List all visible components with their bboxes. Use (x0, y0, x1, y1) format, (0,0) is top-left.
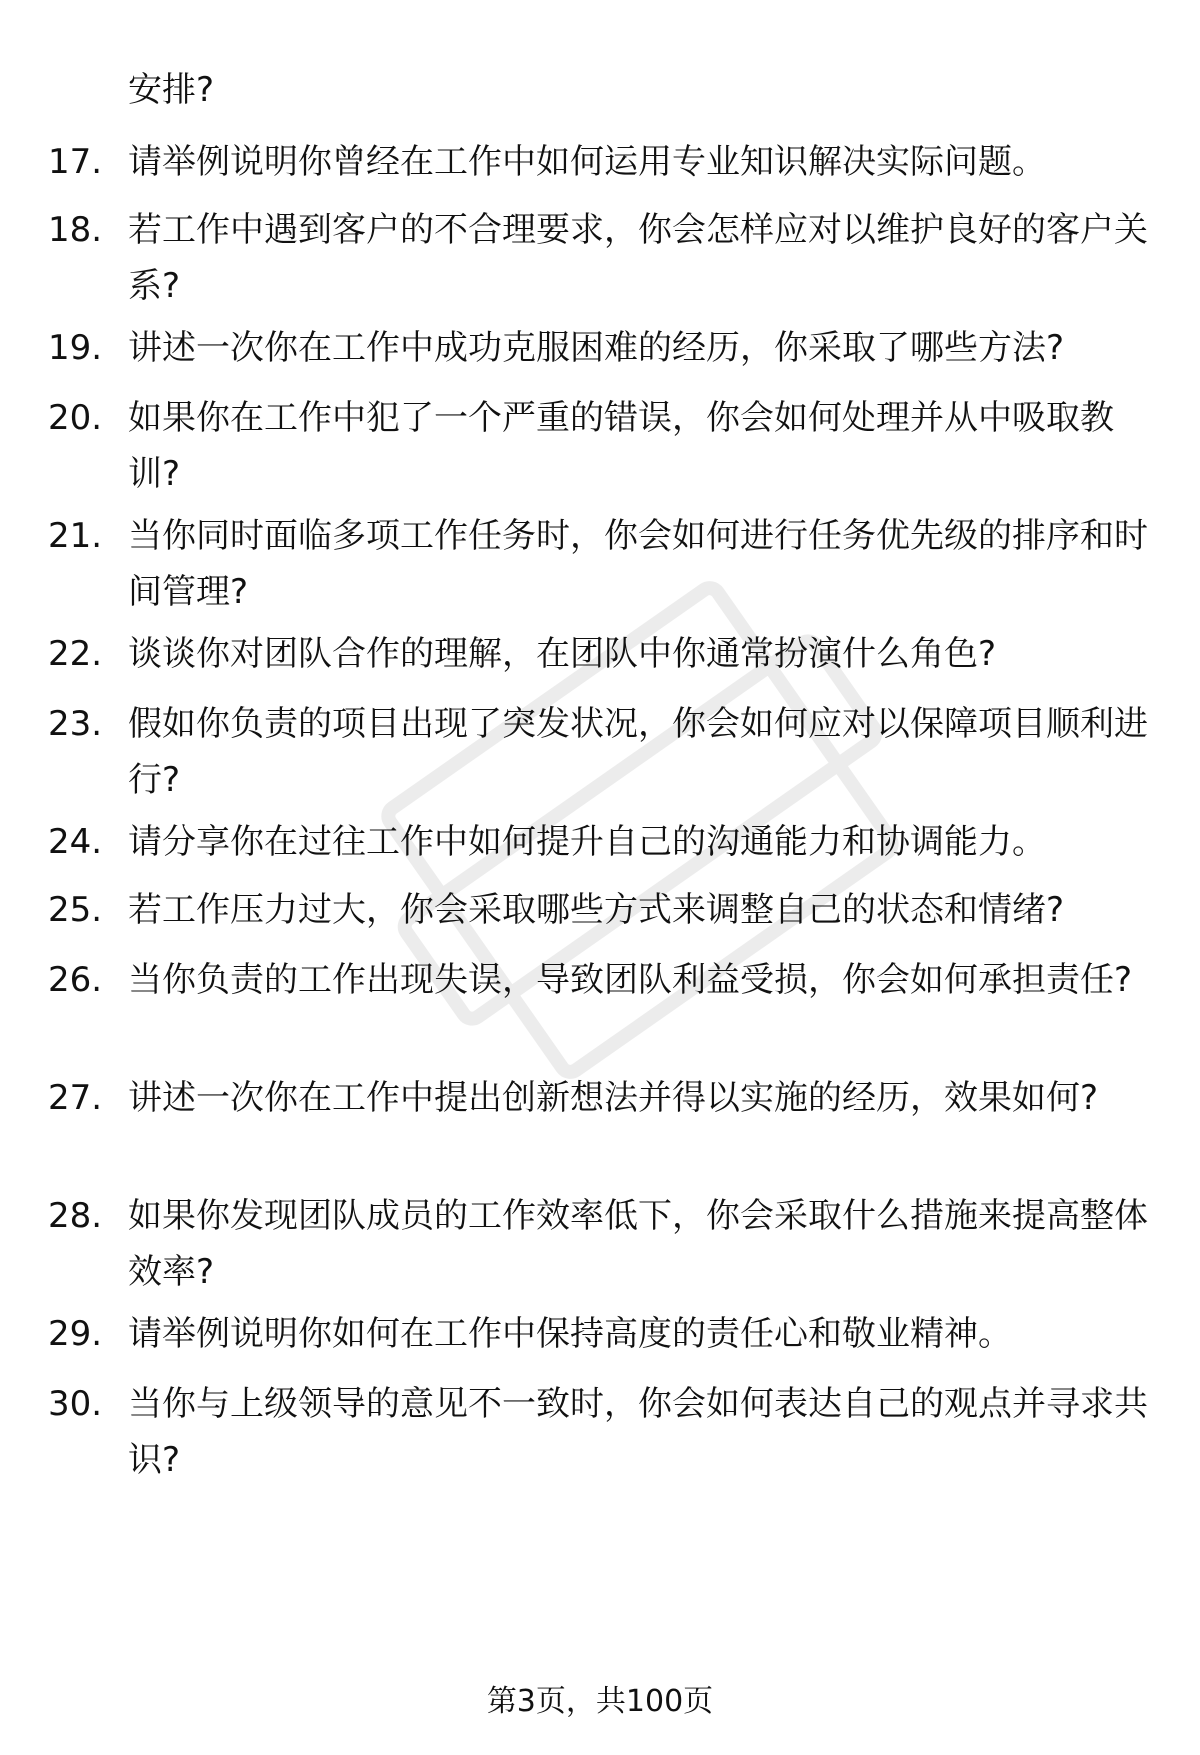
question-number: 29. (48, 1314, 103, 1354)
question-text: 当你负责的工作出现失误，导致团队利益受损，你会如何承担责任? (128, 960, 1133, 1000)
question-number: 18. (48, 210, 103, 250)
question-number: 17. (48, 142, 103, 182)
question-number: 21. (48, 516, 103, 556)
question-text: 请分享你在过往工作中如何提升自己的沟通能力和协调能力。 (128, 822, 1046, 862)
question-number: 28. (48, 1196, 103, 1236)
question-text: 谈谈你对团队合作的理解，在团队中你通常扮演什么角色? (128, 634, 997, 674)
question-number: 26. (48, 960, 103, 1000)
question-number: 24. (48, 822, 103, 862)
question-number: 19. (48, 328, 103, 368)
question-text: 若工作压力过大，你会采取哪些方式来调整自己的状态和情绪? (128, 890, 1065, 930)
question-text: 假如你负责的项目出现了突发状况，你会如何应对以保障项目顺利进行? (128, 704, 1148, 800)
question-text: 当你同时面临多项工作任务时，你会如何进行任务优先级的排序和时间管理? (128, 516, 1148, 612)
question-number: 25. (48, 890, 103, 930)
question-number: 20. (48, 398, 103, 438)
continuation-text: 安排? (128, 70, 215, 110)
question-number: 27. (48, 1078, 103, 1118)
question-text: 如果你在工作中犯了一个严重的错误，你会如何处理并从中吸取教训? (128, 398, 1114, 494)
question-text: 请举例说明你曾经在工作中如何运用专业知识解决实际问题。 (128, 142, 1046, 182)
question-text: 请举例说明你如何在工作中保持高度的责任心和敬业精神。 (128, 1314, 1012, 1354)
question-text: 若工作中遇到客户的不合理要求，你会怎样应对以维护良好的客户关系? (128, 210, 1148, 306)
question-number: 22. (48, 634, 103, 674)
question-text: 讲述一次你在工作中成功克服困难的经历，你采取了哪些方法? (128, 328, 1065, 368)
page-number-footer: 第3页，共100页 (486, 1684, 714, 1719)
question-number: 23. (48, 704, 103, 744)
question-text: 如果你发现团队成员的工作效率低下，你会采取什么措施来提高整体效率? (128, 1196, 1148, 1292)
question-text: 讲述一次你在工作中提出创新想法并得以实施的经历，效果如何? (128, 1078, 1099, 1118)
question-number: 30. (48, 1384, 103, 1424)
question-text: 当你与上级领导的意见不一致时，你会如何表达自己的观点并寻求共识? (128, 1384, 1148, 1480)
